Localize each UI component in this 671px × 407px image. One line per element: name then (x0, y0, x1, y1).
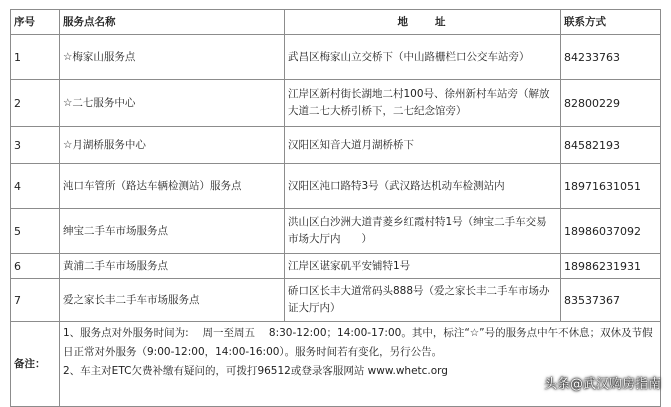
row-name: ☆月湖桥服务中心 (60, 127, 285, 164)
row-no: 1 (11, 35, 60, 80)
header-contact: 联系方式 (561, 10, 661, 35)
row-name: ☆二七服务中心 (60, 80, 285, 127)
row-phone: 84582193 (561, 127, 661, 164)
row-no: 6 (11, 254, 60, 279)
table-row (11, 80, 661, 127)
header-no: 序号 (11, 10, 60, 35)
row-name: ☆梅家山服务点 (60, 35, 285, 80)
row-name: 爱之家长丰二手车市场服务点 (60, 279, 285, 322)
table-row (11, 35, 661, 80)
row-no: 7 (11, 279, 60, 322)
header-address: 地 址 (285, 10, 561, 35)
watermark-prefix: 头条 (543, 377, 570, 392)
table-row (11, 127, 661, 164)
table-row (11, 164, 661, 209)
row-no: 3 (11, 127, 60, 164)
row-address: 汉阳区沌口路特3号（武汉路达机动车检测站内 (285, 164, 561, 209)
notes-content (60, 322, 661, 407)
watermark (544, 373, 661, 392)
table-row (11, 279, 661, 322)
service-points-table (10, 9, 661, 407)
notes-label: 备注： (11, 322, 60, 407)
table-header-row (11, 10, 661, 35)
row-phone: 18986037092 (561, 209, 661, 254)
watermark-handle: @武汉购房指南 (569, 377, 661, 392)
row-no: 5 (11, 209, 60, 254)
notes-row (11, 322, 661, 407)
row-address: 江岸区谌家矶平安铺特1号 (285, 254, 561, 279)
table-row (11, 254, 661, 279)
row-phone: 82800229 (561, 80, 661, 127)
row-no: 2 (11, 80, 60, 127)
row-phone: 83537367 (561, 279, 661, 322)
row-address: 汉阳区知音大道月湖桥桥下 (285, 127, 561, 164)
header-name: 服务点名称 (60, 10, 285, 35)
table-row (11, 209, 661, 254)
row-address: 洪山区白沙洲大道青菱乡红霞村特1号（绅宝二手车交易市场大厅内 ） (285, 209, 561, 254)
row-address: 硚口区长丰大道常码头888号（爱之家长丰二手车市场办证大厅内） (285, 279, 561, 322)
row-no: 4 (11, 164, 60, 209)
row-name: 黄浦二手车市场服务点 (60, 254, 285, 279)
row-phone: 84233763 (561, 35, 661, 80)
row-address: 江岸区新村街长湖地二村100号、徐州新村车站旁（解放大道二七大桥引桥下，二七纪念馆旁） (285, 80, 561, 127)
notes-line-1: 1、服务点对外服务时间为: 周一至周五 8:30-12:00；14:00-17:00。其中，标注“☆”号的服务点中午不休息；双休及节假日正常对外服务（9:00-12:00，14:00-16:00）。服务时间若有变化，另行公告。 (63, 327, 653, 358)
notes-line-2: 2、车主对ETC欠费补缴有疑问的，可拨打96512或登录客服网站 www.whetc.org (63, 365, 448, 377)
row-address: 武昌区梅家山立交桥下（中山路栅栏口公交车站旁） (285, 35, 561, 80)
row-phone: 18971631051 (561, 164, 661, 209)
row-name: 绅宝二手车市场服务点 (60, 209, 285, 254)
row-phone: 18986231931 (561, 254, 661, 279)
row-name: 沌口车管所（路达车辆检测站）服务点 (60, 164, 285, 209)
